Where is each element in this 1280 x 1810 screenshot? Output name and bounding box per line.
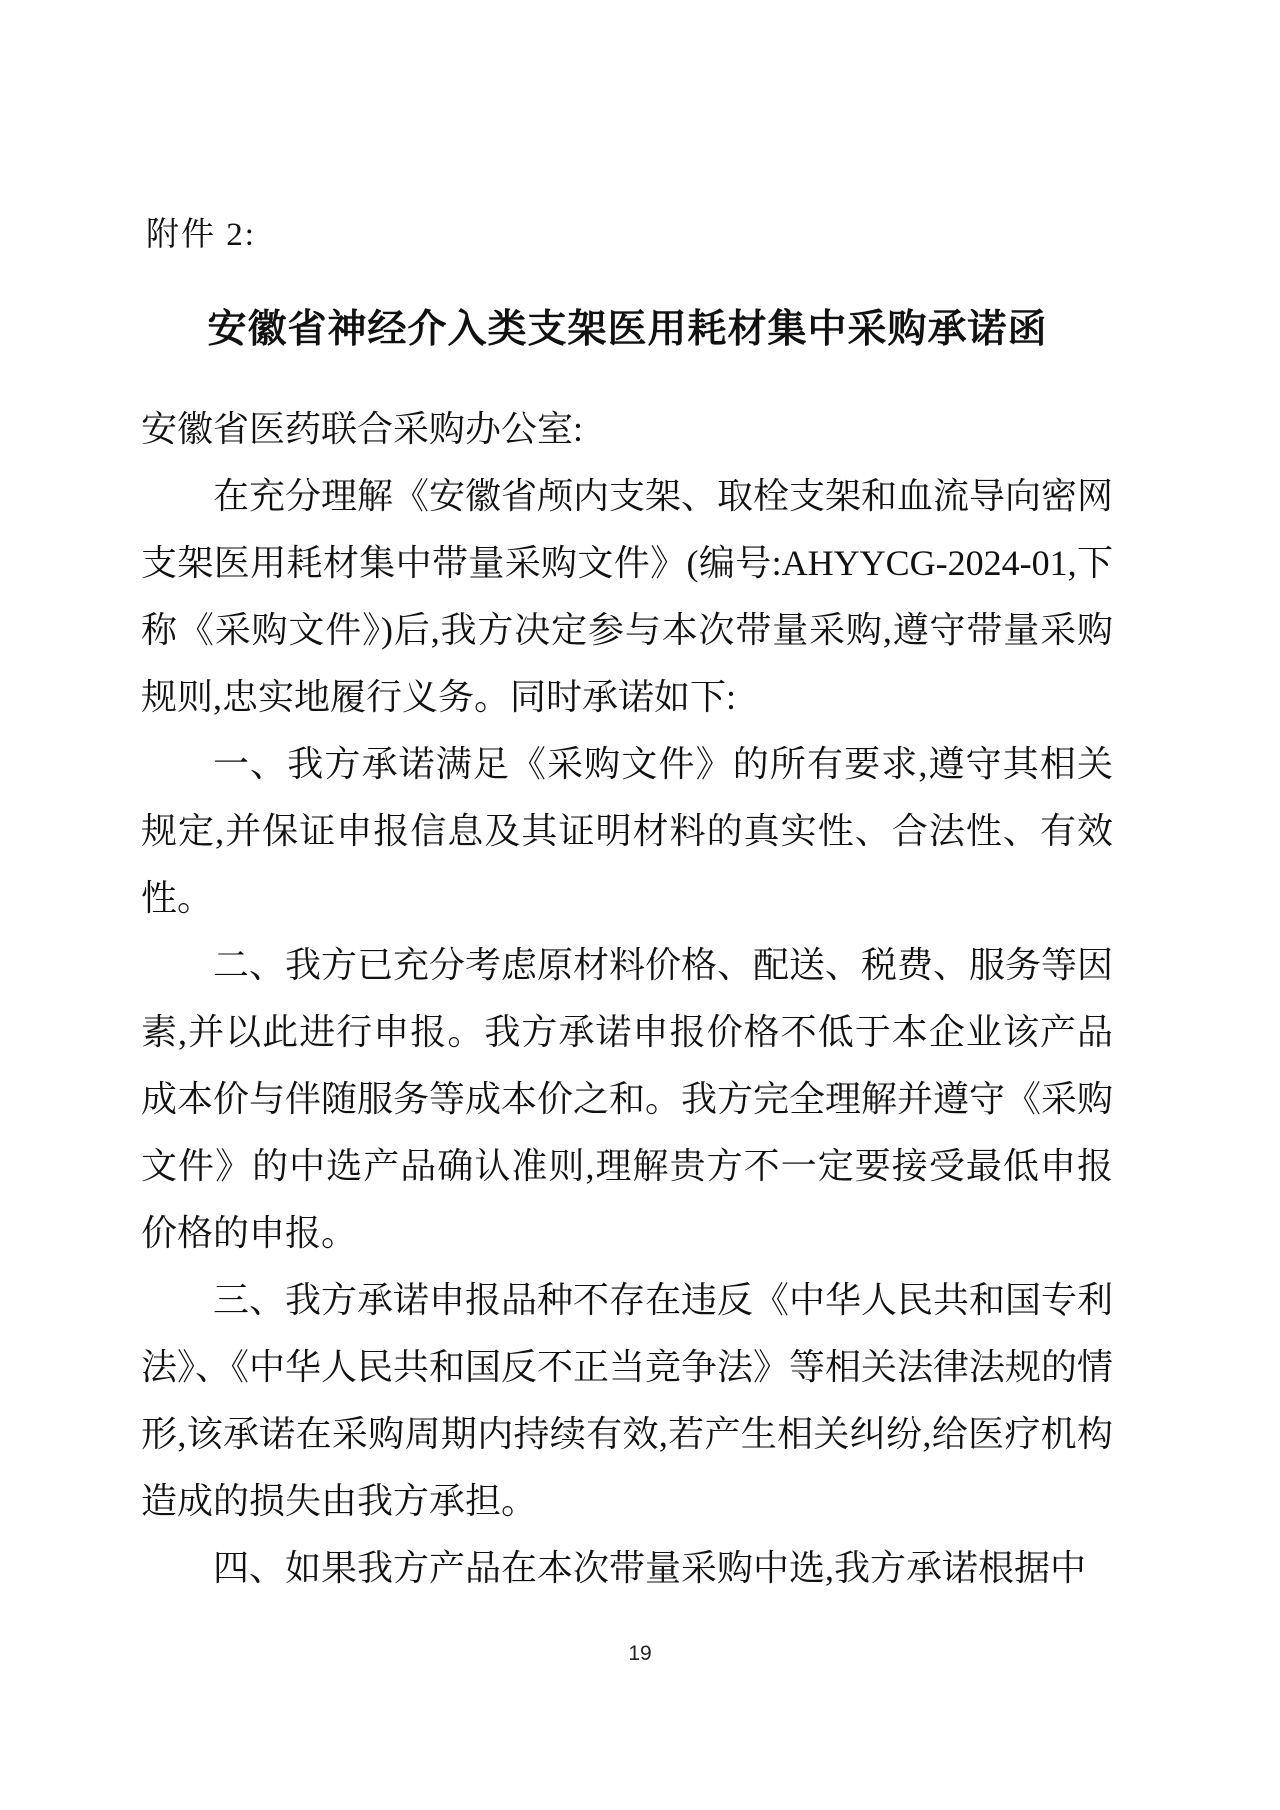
paragraph-item-2: 二、我方已充分考虑原材料价格、配送、税费、服务等因素,并以此进行申报。我方承诺申报价格不低于本企业该产品成本价与伴随服务等成本价之和。我方完全理解并遵守《采购文件》的中选产品确认准则,理解贵方不一定要接受最低申报价格的申报。: [141, 945, 1114, 1253]
paragraph-item-4: 四、如果我方产品在本次带量采购中选,我方承诺根据中: [213, 1548, 1087, 1588]
paragraph-intro: 在充分理解《安徽省颅内支架、取栓支架和血流导向密网支架医用耗材集中带量采购文件》(编号:AHYYCG-2024-01,下称《采购文件》)后,我方决定参与本次带量采购,遵守带量采购规则,忠实地履行义务。同时承诺如下:: [141, 476, 1114, 717]
document-title: 安徽省神经介入类支架医用耗材集中采购承诺函: [207, 308, 1048, 351]
salutation-line: 安徽省医药联合采购办公室:: [141, 409, 584, 449]
paragraph-item-3: 三、我方承诺申报品种不存在违反《中华人民共和国专利法》、《中华人民共和国反不正当竞争法》等相关法律法规的情形,该承诺在采购周期内持续有效,若产生相关纠纷,给医疗机构造成的损失由我方承担。: [141, 1280, 1114, 1521]
paragraph-item-1: 一、我方承诺满足《采购文件》的所有要求,遵守其相关规定,并保证申报信息及其证明材料的真实性、合法性、有效性。: [141, 744, 1113, 918]
page-number: 19: [628, 1642, 652, 1665]
document-body: [141, 396, 1113, 1602]
attachment-label: 附件 2:: [146, 217, 256, 253]
